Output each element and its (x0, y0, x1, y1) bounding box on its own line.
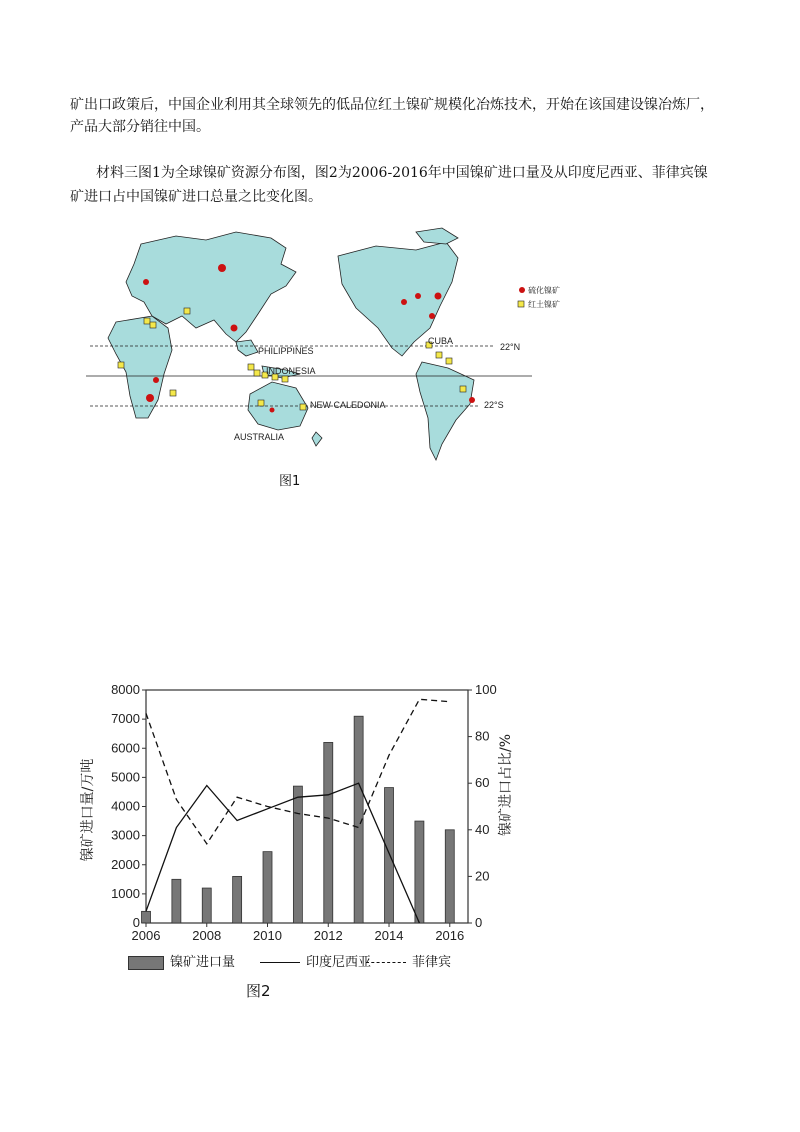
sulfide-marker (435, 293, 442, 300)
y-tick-label: 8000 (111, 682, 140, 697)
import-bar (202, 888, 211, 923)
laterite-marker (436, 352, 442, 358)
legend-indonesia (260, 953, 371, 973)
sulfide-marker (143, 279, 149, 285)
import-bar (172, 879, 181, 923)
legend-sulfide-label: 硫化镍矿 (528, 286, 560, 295)
laterite-marker (282, 376, 288, 382)
y-tick-label: 1000 (111, 885, 140, 901)
legend-laterite-icon (518, 301, 524, 307)
chart-legend (128, 953, 508, 975)
laterite-marker (254, 370, 260, 376)
import-bar (263, 852, 272, 923)
laterite-marker (170, 390, 176, 396)
legend-philippines-label: 菲律宾 (412, 955, 452, 970)
sulfide-marker (153, 377, 159, 383)
import-bar (293, 786, 302, 923)
paragraph-line-1: 矿出口政策后，中国企业利用其全球领先的低品位红土镍矿规模化冶炼技术，开始在该国建设镍冶炼厂， (70, 97, 714, 113)
import-bar (142, 911, 151, 923)
label-22s: 22°S (484, 400, 504, 410)
legend-philippines (366, 953, 451, 973)
x-tick-label: 2010 (253, 928, 282, 943)
figure-2-caption: 图2 (246, 982, 271, 1000)
figure-1-caption: 图1 (279, 474, 301, 489)
sulfide-marker (429, 313, 435, 319)
y2-tick-label: 100 (475, 682, 497, 697)
legend-bars (128, 953, 235, 973)
label-cuba: CUBA (428, 336, 454, 346)
sulfide-marker (218, 264, 226, 272)
legend-sulfide-icon (519, 287, 525, 293)
legend-indonesia-label: 印度尼西亚 (306, 955, 372, 970)
sulfide-marker (146, 394, 154, 402)
legend-bar-label: 镍矿进口量 (170, 955, 236, 970)
laterite-marker (460, 386, 466, 392)
x-tick-label: 2014 (374, 928, 404, 943)
x-tick-label: 2008 (192, 928, 222, 943)
paragraph-line-2: 产品大部分销往中国。 (70, 119, 210, 135)
laterite-marker (258, 400, 264, 406)
y2-axis-label: 镍矿进口占比/% (498, 733, 514, 837)
laterite-marker (118, 362, 124, 368)
label-australia: AUSTRALIA (234, 432, 285, 442)
label-new-caledonia: NEW CALEDONIA (310, 400, 386, 410)
y-tick-label: 3000 (111, 827, 140, 843)
import-bar (445, 830, 454, 923)
legend-indonesia-swatch (260, 962, 300, 963)
import-bar (415, 821, 424, 923)
nickel-resource-map (86, 224, 560, 464)
y-axis-label: 镍矿进口量/万吨 (80, 758, 96, 862)
y-tick-label: 7000 (111, 711, 140, 727)
paragraph-line-3: 材料三图1为全球镍矿资源分布图，图2为2006-2016年中国镍矿进口量及从印度尼西亚、菲律宾镍 (96, 165, 708, 181)
y2-tick-label: 80 (475, 728, 490, 744)
y2-tick-label: 60 (475, 775, 490, 791)
sulfide-marker (401, 299, 407, 305)
y-tick-label: 2000 (111, 856, 140, 872)
sulfide-marker (469, 397, 475, 403)
laterite-marker (150, 322, 156, 328)
laterite-marker (300, 404, 306, 410)
y2-tick-label: 20 (475, 868, 490, 884)
paragraph-line-4: 矿进口占中国镍矿进口总量之比变化图。 (70, 189, 322, 205)
y-tick-label: 6000 (111, 740, 140, 756)
legend-philippines-swatch (366, 962, 406, 963)
x-tick-label: 2006 (131, 928, 161, 943)
nickel-import-chart (70, 675, 514, 943)
y2-tick-label: 0 (475, 915, 483, 930)
x-tick-label: 2016 (435, 928, 465, 943)
sulfide-marker (415, 293, 421, 299)
sulfide-marker (270, 408, 275, 413)
label-22n: 22°N (500, 342, 521, 352)
y-tick-label: 5000 (111, 769, 140, 785)
y-tick-label: 4000 (111, 798, 140, 814)
label-indonesia: INDONESIA (266, 366, 316, 376)
x-tick-label: 2012 (313, 928, 343, 943)
import-bar (233, 876, 242, 923)
y2-tick-label: 40 (475, 821, 490, 837)
indonesia-share-line (146, 783, 419, 923)
legend-laterite-label: 红土镍矿 (528, 300, 560, 309)
laterite-marker (248, 364, 254, 370)
legend-bar-swatch (128, 956, 164, 970)
sulfide-marker (231, 325, 238, 332)
import-bar (385, 788, 394, 923)
import-bar (324, 742, 333, 923)
laterite-marker (446, 358, 452, 364)
y-tick-label: 0 (132, 915, 140, 930)
label-philippines: PHILIPPINES (258, 346, 314, 356)
laterite-marker (184, 308, 190, 314)
laterite-marker (144, 318, 150, 324)
